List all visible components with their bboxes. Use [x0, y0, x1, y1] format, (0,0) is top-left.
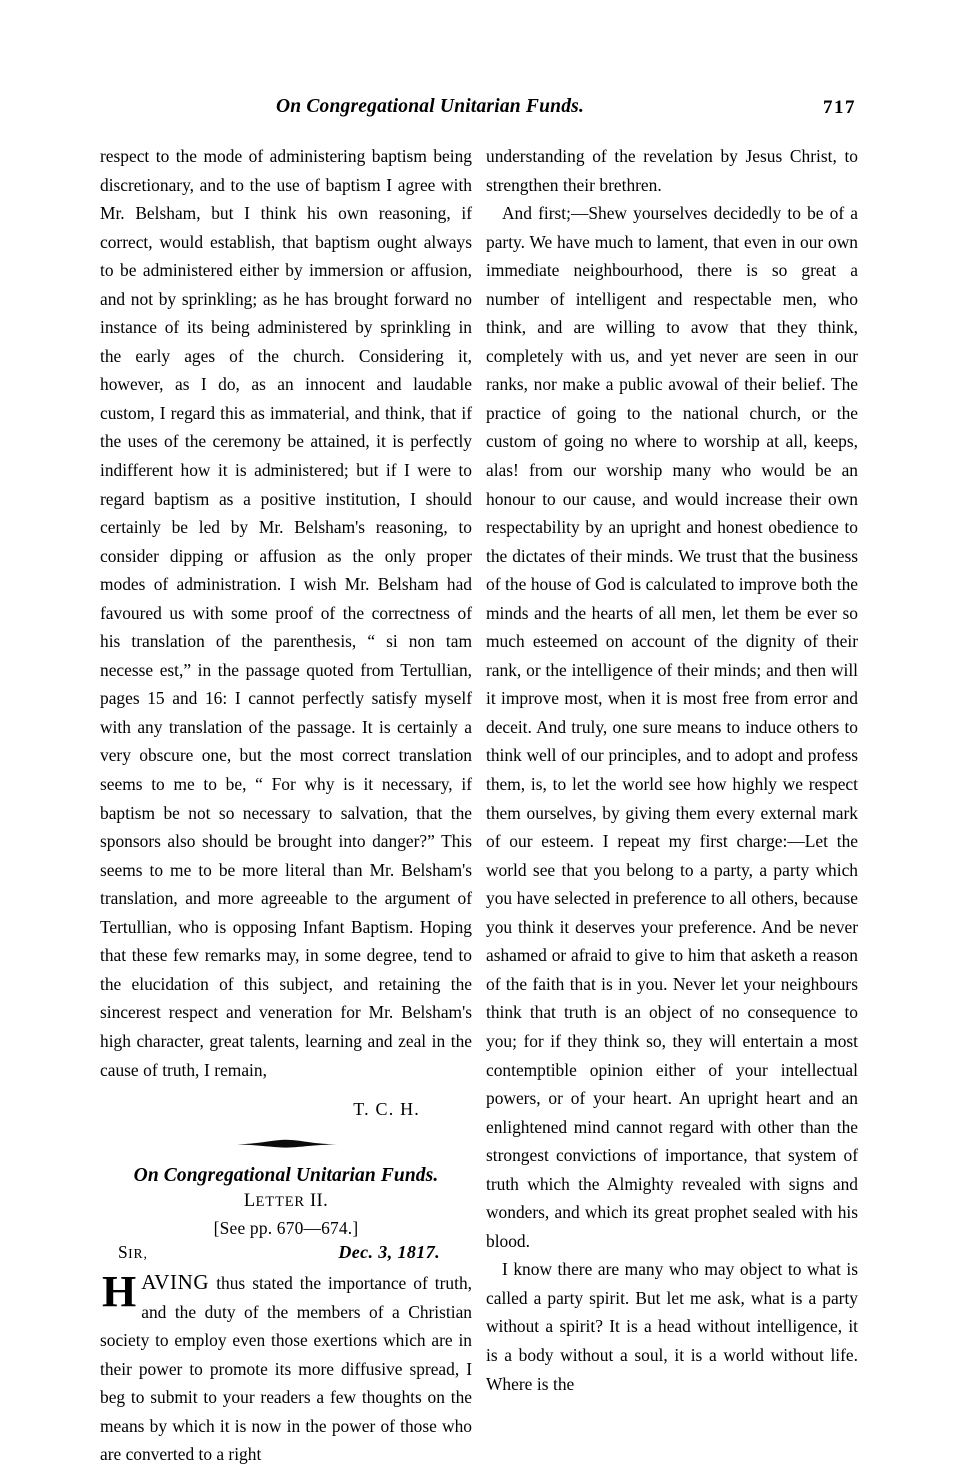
letter-number	[100, 1189, 472, 1215]
paragraph: I know there are many who may object to what is called a party spirit. But let me ask, what is a party without a spirit? It is a head without intelligence, it is a body without a soul, it is a world without life. Where is the	[486, 1259, 858, 1394]
see-reference: [See pp. 670—674.]	[213, 1218, 359, 1239]
salutation-rest: IR,	[128, 1246, 148, 1262]
letter-number-numeral: II.	[309, 1191, 329, 1212]
section-divider	[100, 1123, 472, 1163]
dateline: Dec. 3, 1817.	[338, 1242, 440, 1263]
paragraph: respect to the mode of administering baptism being discretionary, and to the use of baptism I agree with Mr. Belsham, but I think his own reasoning, if correct, would establish, that baptism ought always to be administered either by immersion or affusion, and not by sprinkling; as he has brought forward no instance of its being administered by sprinkling in the early ages of the church. Considering it, however, as I do, as an innocent and laudable custom, I regard this as immaterial, and think, that if the uses of the ceremony be attained, it is perfectly indifferent how it is administered; but if I were to regard baptism as a positive institution, I should certainly be led by Mr. Belsham's reasoning, to consider dipping or affusion as the only proper modes of administration. I wish Mr. Belsham had favoured us with some proof of the correctness of his translation of the parenthesis, “ si non tam necesse est,” in the passage quoted from Tertullian, pages 15 and 16: I cannot perfectly satisfy myself with any translation of the passage. It is certainly a very obscure one, but the most correct translation seems to me to be, “ For why is it necessary, if baptism be not so necessary to salvation, that the sponsors also should be brought into danger?” This seems to me to be more literal than Mr. Belsham's translation, and more agreeable to the argument of Tertullian, who is opposing Infant Baptism. Hoping that these few remarks may, in some degree, tend to the elucidation of this subject, and retaining the sincerest respect and veneration for Mr. Belsham's high character, great talents, learning and zeal in the cause of truth, I remain,	[100, 146, 472, 1080]
paragraph: understanding of the revelation by Jesus Christ, to strengthen their brethren.	[486, 146, 858, 195]
left-column	[100, 142, 472, 1469]
opening-paragraph-text: thus stated the importance of truth, and the duty of the members of a Christian society to employ even those exertions which are in their power to promote its more diffusive spread, I beg to submit to your readers a few thoughts on the means by which it is now in the power of those who are converted to a right	[100, 1273, 472, 1465]
running-head	[100, 96, 856, 122]
opening-word: AVING	[141, 1270, 210, 1295]
letter-number-rest: ETTER	[255, 1194, 305, 1211]
paragraph: And first;—Shew yourselves decidedly to be of a party. We have much to lament, that even in our own immediate neighbourhood, there is so great a number of intelligent and respectable men, who think, and are willing to avow that they think, completely with us, and yet never are seen in our ranks, nor make a public avowal of their belief. The practice of going to the national church, or the custom of going no where to worship at all, keeps, alas! from our worship many who would be an honour to our cause, and would increase their own respectability by an upright and honest obedience to the dictates of their minds. We trust that the business of the house of God is calculated to improve both the minds and the hearts of all men, let them be ever so much esteemed on account of the dignity of their rank, or the intelligence of their minds; and then will it improve most, when it is most free from error and deceit. And truly, one sure means to induce others to think well of our principles, and to adopt and profess them, is, to let the world see how highly we respect them ourselves, by giving them every external mark of our esteem. I repeat my first charge:—Let the world see that you belong to a party, a party which you have selected in preference to all others, because you think it deserves your preference. And be never ashamed or afraid to give to him that asketh a reason of the faith that is in you. Never let your neighbours think that truth is an object of no consequence to you; for if they think so, they will entertain a most contemptible opinion either of your intellectual powers, or of your heart. An upright heart and an enlightened mind cannot regard with other than the strongest convictions of importance, that system of truth which the Almighty revealed with signs and wonders, and which its great prophet sealed with his blood.	[486, 203, 858, 1251]
running-head-title: On Congregational Unitarian Funds.	[275, 96, 585, 117]
page-number: 717	[823, 97, 856, 118]
author-signature: T. C. H.	[353, 1099, 420, 1120]
drop-cap: H	[102, 1267, 137, 1317]
salutation	[118, 1242, 148, 1263]
salutation-lead: S	[118, 1242, 129, 1263]
salutation-row	[100, 1242, 472, 1268]
opening-paragraph	[100, 1268, 472, 1469]
right-column	[486, 142, 858, 1398]
letter-number-lead: L	[243, 1191, 256, 1212]
article-title: On Congregational Unitarian Funds.	[133, 1165, 439, 1187]
spindle-rule-icon	[234, 1139, 338, 1148]
